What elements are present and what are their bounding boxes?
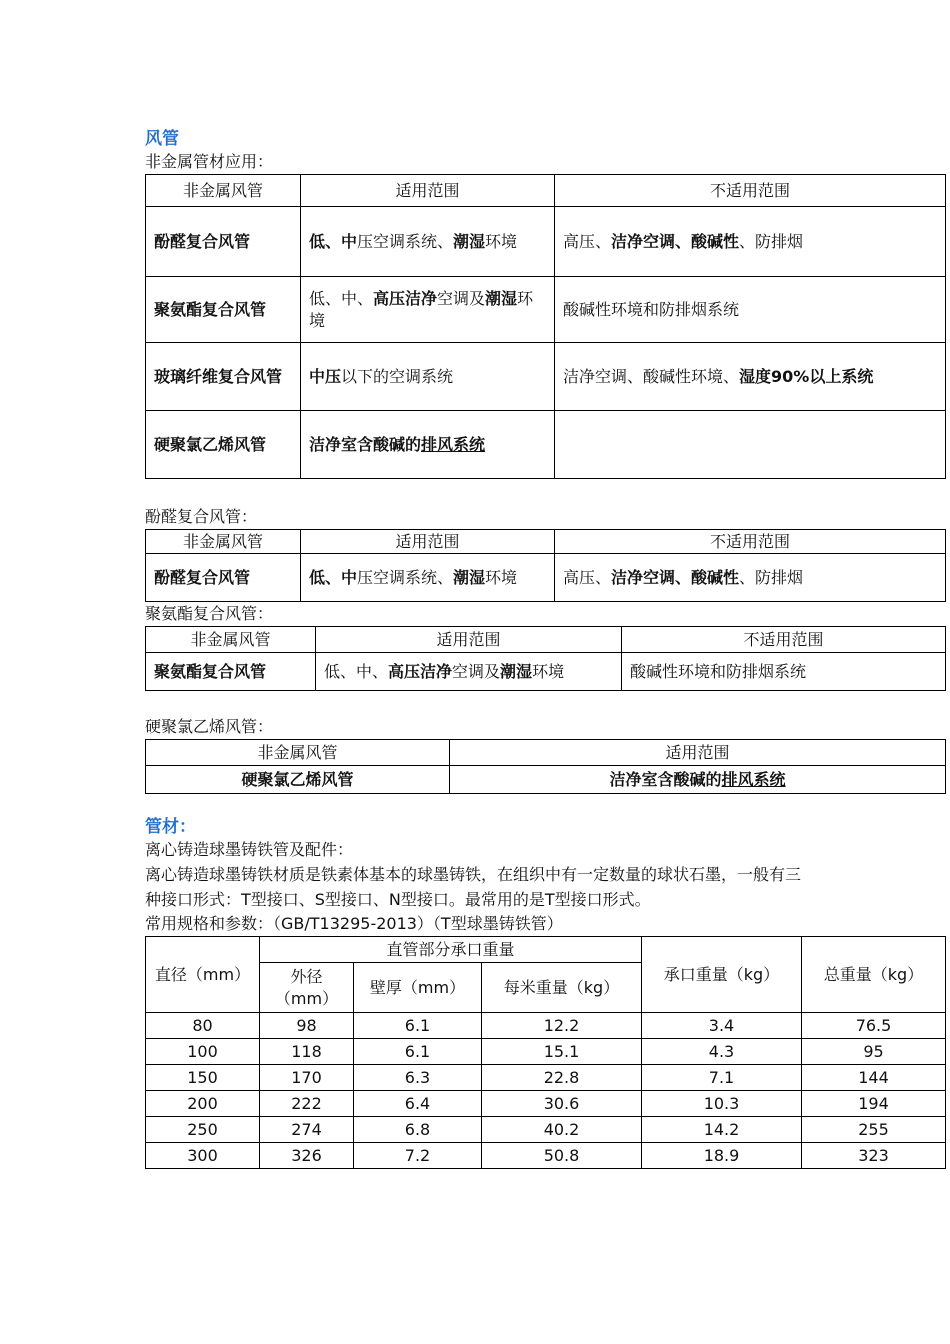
duct-name-cell: 玻璃纤维复合风管 bbox=[146, 343, 301, 411]
header-cell: 不适用范围 bbox=[622, 627, 946, 653]
table-cell: 3.4 bbox=[642, 1013, 802, 1039]
header-cell: 不适用范围 bbox=[555, 175, 946, 207]
table-cell: 50.8 bbox=[482, 1143, 642, 1169]
notapply-cell bbox=[555, 554, 946, 602]
table-cell: 118 bbox=[260, 1039, 354, 1065]
table-cell: 18.9 bbox=[642, 1143, 802, 1169]
table-row bbox=[146, 653, 946, 691]
table-cell: 30.6 bbox=[482, 1091, 642, 1117]
text-run: 以下的空调系统 bbox=[341, 366, 454, 386]
pvc-duct-table bbox=[145, 739, 946, 794]
table-row bbox=[146, 1091, 946, 1117]
table-row bbox=[146, 1065, 946, 1091]
apply-cell bbox=[450, 766, 946, 794]
ductile-iron-spec-table bbox=[145, 936, 946, 1169]
duct-name-cell: 硬聚氯乙烯风管 bbox=[146, 411, 301, 479]
text-run: 高压洁净 bbox=[388, 661, 453, 681]
table-cell: 222 bbox=[260, 1091, 354, 1117]
table-row bbox=[146, 1117, 946, 1143]
table-cell: 323 bbox=[802, 1143, 946, 1169]
text-run: 洁净空调、酸碱性环境、 bbox=[563, 366, 740, 386]
pipe-description: 离心铸造球墨铸铁材质是铁素体基本的球墨铸铁，在组织中有一定数量的球状石墨，一般有三种接口形式：T型接口、S型接口、N型接口。最常用的是T型接口形式。 bbox=[145, 865, 802, 909]
text-run: 潮湿 bbox=[453, 231, 486, 251]
table-row bbox=[146, 1039, 946, 1065]
section-heading-duct: 风管 bbox=[145, 129, 179, 149]
table-cell: 14.2 bbox=[642, 1117, 802, 1143]
notapply-cell bbox=[555, 207, 946, 277]
notapply-cell bbox=[555, 411, 946, 479]
table-header-row bbox=[146, 530, 946, 554]
text-run: 环境 bbox=[309, 288, 534, 330]
intro-text: 非金属管材应用： bbox=[145, 152, 274, 171]
table-cell: 76.5 bbox=[802, 1013, 946, 1039]
apply-cell bbox=[301, 343, 555, 411]
table-cell: 100 bbox=[146, 1039, 260, 1065]
notapply-cell bbox=[555, 277, 946, 343]
table-cell: 170 bbox=[260, 1065, 354, 1091]
table-cell: 194 bbox=[802, 1091, 946, 1117]
table-cell: 300 bbox=[146, 1143, 260, 1169]
table-row bbox=[146, 1013, 946, 1039]
table-row bbox=[146, 1143, 946, 1169]
table-cell: 6.3 bbox=[354, 1065, 482, 1091]
pipe-subheading: 离心铸造球墨铸铁管及配件： bbox=[145, 840, 354, 859]
duct-name-cell: 聚氨酯复合风管 bbox=[146, 277, 301, 343]
table-header-row bbox=[146, 175, 946, 207]
header-cell: 壁厚（mm） bbox=[354, 963, 482, 1013]
duct-name-cell: 硬聚氯乙烯风管 bbox=[146, 766, 450, 794]
table-cell: 4.3 bbox=[642, 1039, 802, 1065]
text-run: 、防排烟 bbox=[739, 567, 804, 587]
table-header-row bbox=[146, 627, 946, 653]
text-run: 低、中、 bbox=[324, 661, 389, 681]
polyurethane-duct-table bbox=[145, 626, 946, 691]
table-cell: 7.2 bbox=[354, 1143, 482, 1169]
table-cell: 95 bbox=[802, 1039, 946, 1065]
header-cell: 非金属风管 bbox=[146, 740, 450, 766]
text-run: 低、中 bbox=[309, 231, 358, 251]
table-cell: 326 bbox=[260, 1143, 354, 1169]
table-row bbox=[146, 207, 946, 277]
notapply-cell bbox=[555, 343, 946, 411]
table-row bbox=[146, 411, 946, 479]
spec-caption: 常用规格和参数：（GB/T13295-2013）（T型球墨铸铁管） bbox=[145, 914, 563, 933]
text-run: 潮湿 bbox=[453, 567, 486, 587]
table-header-row bbox=[146, 740, 946, 766]
phenolic-duct-table bbox=[145, 529, 946, 602]
document-page bbox=[145, 128, 945, 1169]
nonmetal-duct-table-body bbox=[146, 175, 946, 479]
text-run: 酸碱性环境和防排烟系统 bbox=[563, 299, 740, 319]
section-heading-pipe: 管材： bbox=[145, 817, 196, 837]
text-run: 、防排烟 bbox=[739, 231, 804, 251]
text-run: 压空调系统、 bbox=[357, 567, 454, 587]
table-cell: 12.2 bbox=[482, 1013, 642, 1039]
text-run: 高压、 bbox=[563, 231, 612, 251]
header-cell: 每米重量（kg） bbox=[482, 963, 642, 1013]
apply-cell bbox=[301, 277, 555, 343]
text-run: 环境 bbox=[485, 231, 518, 251]
apply-cell bbox=[301, 411, 555, 479]
text-run: 洁净室含酸碱的 bbox=[609, 769, 722, 789]
table-cell: 22.8 bbox=[482, 1065, 642, 1091]
text-run: 排风系统 bbox=[421, 434, 486, 454]
text-run: 排风系统 bbox=[721, 769, 786, 789]
table-cell: 80 bbox=[146, 1013, 260, 1039]
notapply-cell bbox=[622, 653, 946, 691]
text-run: 酸碱性环境和防排烟系统 bbox=[630, 661, 807, 681]
header-cell: 非金属风管 bbox=[146, 627, 316, 653]
text-run: 中压 bbox=[309, 366, 342, 386]
table-cell: 6.4 bbox=[354, 1091, 482, 1117]
text-run: 湿度90%以上系统 bbox=[739, 366, 874, 386]
table-row bbox=[146, 766, 946, 794]
text-run: 低、中、 bbox=[309, 288, 374, 308]
header-cell: 外径（mm） bbox=[260, 963, 354, 1013]
polyurethane-caption: 聚氨酯复合风管： bbox=[145, 604, 274, 623]
text-run: 低、中 bbox=[309, 567, 358, 587]
duct-name-cell: 聚氨酯复合风管 bbox=[146, 653, 316, 691]
nonmetal-duct-table bbox=[145, 174, 946, 479]
header-cell: 适用范围 bbox=[301, 530, 555, 554]
text-run: 洁净空调、酸碱性 bbox=[611, 231, 740, 251]
duct-name-cell: 酚醛复合风管 bbox=[146, 554, 301, 602]
spec-table-body bbox=[146, 937, 946, 1169]
table-cell: 250 bbox=[146, 1117, 260, 1143]
table-row bbox=[146, 277, 946, 343]
header-cell: 非金属风管 bbox=[146, 175, 301, 207]
header-cell: 承口重量（kg） bbox=[642, 937, 802, 1013]
table-cell: 150 bbox=[146, 1065, 260, 1091]
table-cell: 255 bbox=[802, 1117, 946, 1143]
header-cell: 非金属风管 bbox=[146, 530, 301, 554]
duct-name-cell: 酚醛复合风管 bbox=[146, 207, 301, 277]
text-run: 潮湿 bbox=[485, 288, 518, 308]
header-cell: 适用范围 bbox=[450, 740, 946, 766]
text-run: 空调及 bbox=[452, 661, 501, 681]
text-run: 环境 bbox=[532, 661, 565, 681]
table-cell: 200 bbox=[146, 1091, 260, 1117]
table-cell: 15.1 bbox=[482, 1039, 642, 1065]
spec-header-row bbox=[146, 937, 946, 963]
apply-cell bbox=[301, 554, 555, 602]
header-cell: 直径（mm） bbox=[146, 937, 260, 1013]
table-cell: 144 bbox=[802, 1065, 946, 1091]
header-cell: 不适用范围 bbox=[555, 530, 946, 554]
pvc-caption: 硬聚氯乙烯风管： bbox=[145, 717, 274, 736]
text-run: 环境 bbox=[485, 567, 518, 587]
table-cell: 274 bbox=[260, 1117, 354, 1143]
table-row bbox=[146, 343, 946, 411]
table-cell: 6.1 bbox=[354, 1039, 482, 1065]
apply-cell bbox=[301, 207, 555, 277]
table-cell: 6.8 bbox=[354, 1117, 482, 1143]
table-cell: 6.1 bbox=[354, 1013, 482, 1039]
phenolic-caption: 酚醛复合风管： bbox=[145, 507, 258, 526]
table-cell: 7.1 bbox=[642, 1065, 802, 1091]
table-cell: 10.3 bbox=[642, 1091, 802, 1117]
text-run: 洁净室含酸碱的 bbox=[309, 434, 422, 454]
text-run: 空调及 bbox=[437, 288, 486, 308]
table-row bbox=[146, 554, 946, 602]
text-run: 压空调系统、 bbox=[357, 231, 454, 251]
text-run: 高压、 bbox=[563, 567, 612, 587]
text-run: 高压洁净 bbox=[373, 288, 438, 308]
header-cell: 适用范围 bbox=[316, 627, 622, 653]
table-cell: 40.2 bbox=[482, 1117, 642, 1143]
text-run: 潮湿 bbox=[500, 661, 533, 681]
header-cell: 总重量（kg） bbox=[802, 937, 946, 1013]
header-group-cell: 直管部分承口重量 bbox=[260, 937, 642, 963]
apply-cell bbox=[316, 653, 622, 691]
table-cell: 98 bbox=[260, 1013, 354, 1039]
header-cell: 适用范围 bbox=[301, 175, 555, 207]
text-run: 洁净空调、酸碱性 bbox=[611, 567, 740, 587]
